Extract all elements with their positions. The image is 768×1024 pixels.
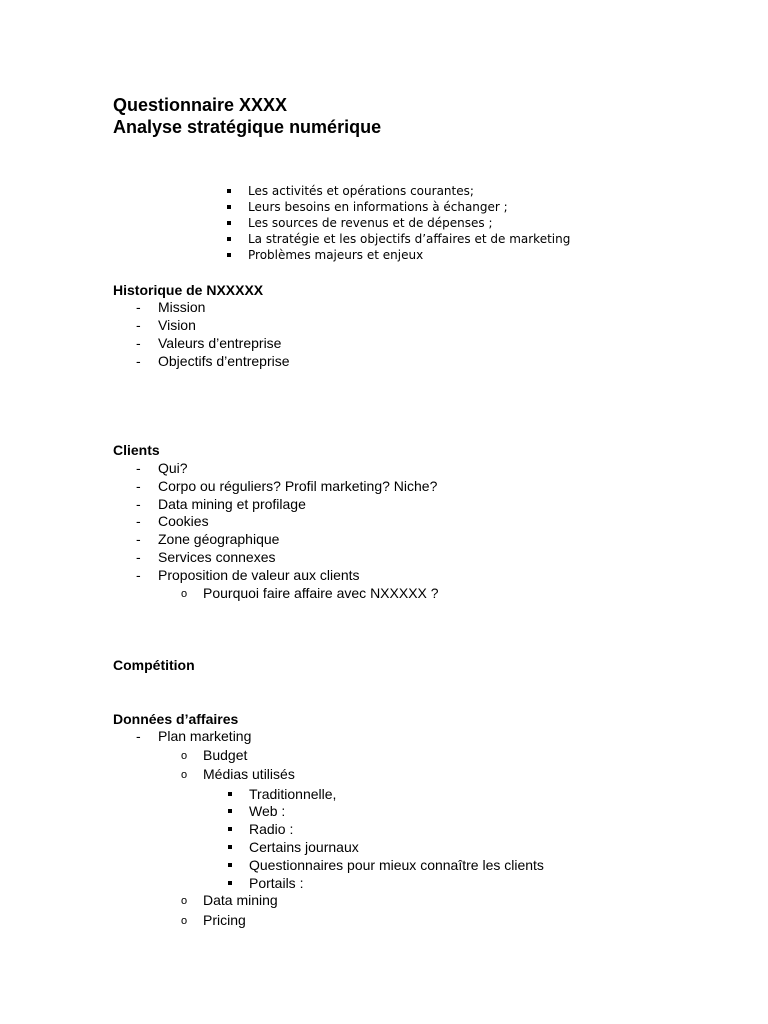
list-item: - Vision (158, 316, 196, 334)
list-item: - Cookies (158, 512, 209, 530)
section-heading: Compétition (113, 657, 195, 673)
list-item: - Valeurs d’entreprise (158, 334, 281, 352)
media-list-item: Certains journaux (249, 839, 359, 855)
media-list-item: Traditionnelle, (249, 786, 337, 802)
list-item: - Qui? (158, 459, 188, 477)
list-item: - Corpo ou réguliers? Profil marketing? Niche? (158, 477, 437, 495)
intro-bullet: Leurs besoins en informations à échanger ; (248, 200, 508, 214)
intro-bullet: Les sources de revenus et de dépenses ; (248, 216, 493, 230)
sub-list-item: o Pourquoi faire affaire avec NXXXXX ? (203, 584, 439, 602)
list-item: - Plan marketing (158, 727, 251, 745)
document-title: Questionnaire XXXX (113, 95, 288, 115)
list-item: - Services connexes (158, 548, 276, 566)
media-list-item: Radio : (249, 821, 294, 837)
intro-bullet: Problèmes majeurs et enjeux (248, 248, 424, 262)
list-item: - Mission (158, 298, 205, 316)
section-heading: Données d’affaires (113, 711, 239, 727)
sub-list-item: o Pricing (203, 911, 246, 929)
media-list-item: Questionnaires pour mieux connaître les clients (249, 857, 544, 873)
list-item: - Data mining et profilage (158, 495, 306, 513)
section-heading: Historique de NXXXXX (113, 282, 264, 298)
list-item: - Objectifs d’entreprise (158, 352, 290, 370)
section-heading: Clients (113, 442, 160, 458)
document-subtitle: Analyse stratégique numérique (113, 117, 382, 137)
list-item: - Proposition de valeur aux clients (158, 566, 360, 584)
media-list-item: Portails : (249, 875, 304, 891)
intro-bullet: Les activités et opérations courantes; (248, 184, 474, 198)
intro-bullet: La stratégie et les objectifs d’affaires et de marketing (248, 232, 571, 246)
sub-list-item: o Médias utilisés (203, 765, 295, 783)
sub-list-item: o Data mining (203, 891, 278, 909)
sub-list-item: o Budget (203, 746, 247, 764)
media-list-item: Web : (249, 803, 286, 819)
list-item: - Zone géographique (158, 530, 279, 548)
